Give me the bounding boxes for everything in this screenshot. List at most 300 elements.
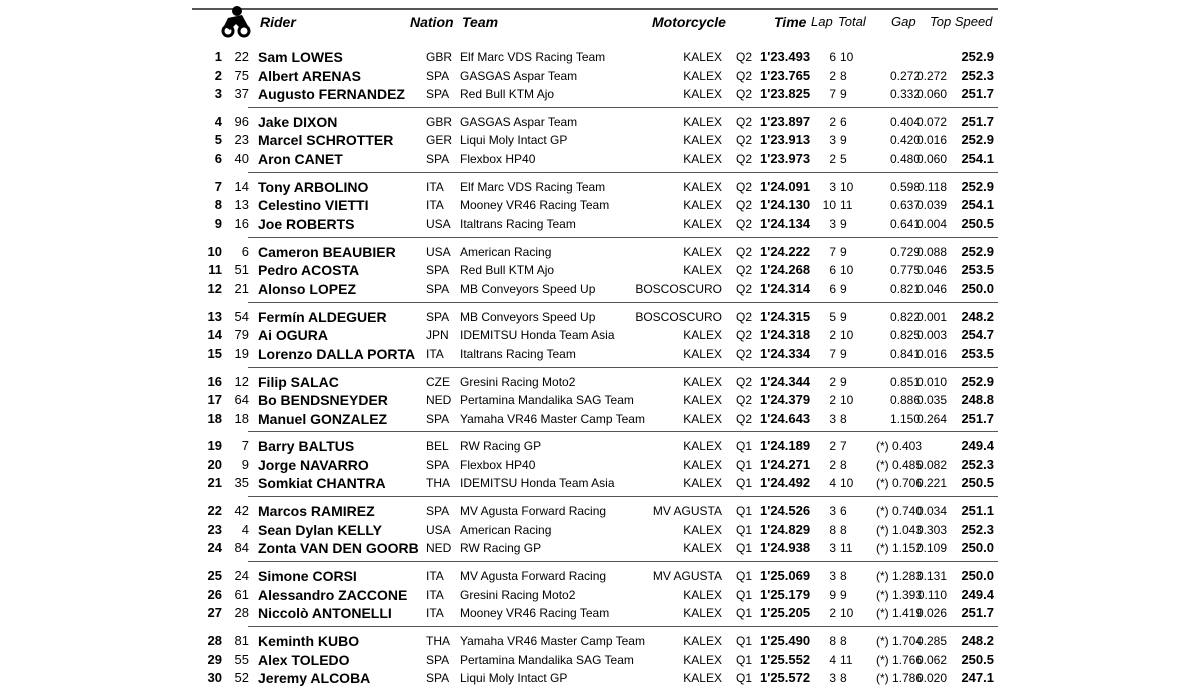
group-separator (248, 107, 998, 108)
lap-number: 3 (829, 504, 836, 519)
rider-number: 55 (234, 651, 249, 667)
table-row (0, 280, 1200, 298)
position: 10 (207, 243, 222, 259)
team-name: RW Racing GP (460, 439, 542, 454)
rider-number: 13 (234, 197, 249, 213)
total-laps: 10 (840, 50, 854, 64)
rider-number: 84 (234, 540, 249, 556)
session: Q1 (736, 439, 753, 454)
team-name: GASGAS Aspar Team (460, 114, 578, 129)
lap-number: 9 (829, 587, 836, 602)
motorcycle: KALEX (683, 50, 722, 64)
position: 5 (214, 132, 222, 148)
gap-to-previous: 0.221 (916, 476, 947, 491)
gap-to-first: 0.641 (889, 216, 920, 231)
rider-number: 35 (234, 475, 249, 491)
lap-time: 1'24.189 (760, 438, 811, 454)
rider-name: Niccolò ANTONELLI (258, 605, 392, 622)
rider-name: Ai OGURA (258, 327, 328, 344)
session: Q2 (736, 328, 753, 343)
team-name: GASGAS Aspar Team (460, 68, 578, 83)
team-name: MV Agusta Forward Racing (460, 504, 607, 519)
rider-number: 18 (234, 410, 249, 426)
lap-number: 6 (829, 281, 836, 296)
lap-number: 3 (829, 671, 836, 686)
total-laps: 8 (840, 411, 847, 426)
lap-number: 8 (829, 522, 836, 537)
lap-time: 1'23.825 (760, 86, 811, 101)
lap-time: 1'24.938 (760, 540, 811, 556)
position: 30 (207, 670, 222, 686)
gap-to-previous: 0.010 (916, 374, 947, 389)
lap-number: 4 (829, 476, 836, 491)
table-row (0, 391, 1200, 409)
motorcycle: KALEX (683, 541, 722, 556)
total-laps: 8 (840, 671, 847, 686)
team-name: Italtrans Racing Team (460, 346, 576, 361)
rider-number: 75 (234, 67, 249, 83)
rider-name: Albert ARENAS (258, 67, 361, 84)
team-name: IDEMITSU Honda Team Asia (460, 328, 615, 343)
nation: THA (426, 634, 450, 649)
table-row (0, 345, 1200, 363)
nation: USA (426, 522, 451, 537)
nation: SPA (426, 87, 450, 101)
motorcycle: KALEX (683, 179, 722, 194)
nation: ITA (426, 346, 444, 361)
header-motorcycle: Motorcycle (652, 14, 726, 30)
rider-name: Tony ARBOLINO (258, 178, 369, 195)
lap-number: 2 (829, 68, 836, 83)
rider-number: 40 (234, 150, 249, 166)
header-lap: Lap (811, 14, 833, 29)
rider-number: 79 (234, 327, 249, 343)
top-speed: 253.5 (961, 262, 994, 278)
motorcycle: KALEX (683, 634, 722, 649)
rider-number: 19 (234, 345, 249, 361)
motorcycle: KALEX (683, 328, 722, 343)
team-name: RW Racing GP (460, 541, 542, 556)
table-row (0, 67, 1200, 85)
position: 9 (214, 215, 222, 231)
table-row (0, 604, 1200, 622)
rider-number: 42 (234, 503, 249, 519)
top-speed: 252.3 (961, 521, 994, 537)
motorcycle: KALEX (683, 68, 722, 83)
lap-number: 7 (829, 346, 836, 361)
rider-number: 52 (234, 670, 249, 686)
position: 15 (207, 345, 222, 361)
lap-number: 2 (829, 151, 836, 166)
rider-name: Simone CORSI (258, 568, 357, 585)
lap-number: 3 (829, 569, 836, 584)
team-name: Red Bull KTM Ajo (460, 263, 555, 278)
table-row (0, 410, 1200, 428)
nation: SPA (426, 151, 450, 166)
total-laps: 10 (840, 606, 854, 621)
rider-name: Jake DIXON (258, 113, 338, 130)
rider-name: Lorenzo DALLA PORTA (258, 345, 416, 362)
motorcycle: KALEX (683, 198, 722, 213)
session: Q2 (736, 281, 753, 296)
top-speed: 254.1 (961, 197, 994, 213)
top-speed: 252.9 (961, 243, 994, 259)
lap-time: 1'24.526 (760, 503, 811, 519)
total-laps: 10 (840, 393, 854, 407)
session: Q1 (736, 522, 753, 537)
table-row (0, 215, 1200, 233)
rider-name: Bo BENDSNEYDER (258, 392, 388, 408)
motorcycle: KALEX (683, 263, 722, 278)
lap-time: 1'24.091 (760, 178, 811, 194)
table-row (0, 308, 1200, 326)
top-speed: 251.7 (961, 605, 994, 621)
team-name: Elf Marc VDS Racing Team (460, 179, 606, 194)
rider-name: Keminth KUBO (258, 633, 360, 650)
table-row (0, 373, 1200, 391)
nation: USA (426, 216, 451, 231)
team-name: MB Conveyors Speed Up (460, 281, 596, 296)
motorcycle-rider-icon (218, 4, 252, 38)
team-name: Elf Marc VDS Racing Team (460, 50, 606, 64)
group-separator (248, 561, 998, 562)
header-rule (192, 8, 998, 10)
lap-time: 1'25.572 (760, 670, 811, 686)
lap-number: 2 (829, 328, 836, 343)
table-row (0, 632, 1200, 650)
position: 1 (214, 49, 222, 64)
gap-to-first: 0.851 (889, 374, 920, 389)
lap-time: 1'23.765 (760, 67, 811, 83)
top-speed: 253.5 (961, 345, 994, 361)
total-laps: 8 (840, 522, 847, 537)
top-speed: 250.5 (961, 651, 994, 667)
lap-number: 2 (829, 606, 836, 621)
rider-name: Somkiat CHANTRA (258, 475, 386, 492)
nation: CZE (426, 374, 450, 389)
session: Q1 (736, 457, 753, 472)
lap-number: 2 (829, 439, 836, 454)
lap-time: 1'24.268 (760, 262, 811, 278)
gap-to-previous: 0.046 (916, 281, 947, 296)
motorcycle: KALEX (683, 476, 722, 491)
gap-to-previous: 0.020 (916, 671, 947, 686)
gap-to-first: (*) 0.485 (876, 457, 923, 472)
session: Q1 (736, 541, 753, 556)
group-separator (248, 367, 998, 368)
lap-time: 1'23.973 (760, 150, 811, 166)
total-laps: 6 (840, 504, 847, 519)
session: Q2 (736, 133, 753, 148)
gap-to-previous: 0.060 (916, 151, 947, 166)
rider-number: 7 (241, 438, 249, 454)
gap-to-first: 0.598 (889, 179, 920, 194)
rider-number: 16 (234, 215, 249, 231)
total-laps: 9 (840, 587, 847, 602)
gap-to-previous: 0.046 (916, 263, 947, 278)
top-speed: 251.7 (961, 86, 994, 101)
position: 11 (208, 262, 222, 278)
motorcycle: KALEX (683, 151, 722, 166)
session: Q2 (736, 346, 753, 361)
gap-to-first: 0.775 (889, 263, 920, 278)
session: Q2 (736, 198, 753, 213)
group-separator (248, 496, 998, 497)
table-row (0, 586, 1200, 604)
gap-to-first: (*) 0.403 (876, 439, 923, 454)
gap-to-first: (*) 1.283 (876, 569, 923, 584)
nation: THA (426, 476, 450, 491)
motorcycle: MV AGUSTA (652, 504, 722, 519)
total-laps: 11 (840, 541, 853, 556)
rider-name: Aron CANET (258, 150, 343, 167)
motorcycle: KALEX (683, 87, 722, 101)
gap-to-previous: 0.118 (917, 179, 947, 194)
rider-number: 81 (234, 633, 249, 649)
total-laps: 8 (840, 68, 847, 83)
position: 2 (214, 67, 222, 83)
top-speed: 248.2 (961, 633, 994, 649)
lap-time: 1'24.130 (760, 197, 811, 213)
group-separator (248, 431, 998, 432)
rider-name: Pedro ACOSTA (258, 262, 360, 279)
gap-to-previous: 0.034 (916, 504, 947, 519)
top-speed: 251.7 (961, 410, 994, 426)
rider-name: Barry BALTUS (258, 438, 355, 455)
table-row (0, 150, 1200, 168)
header-time: Time (774, 14, 807, 30)
position: 26 (207, 586, 222, 602)
group-separator (248, 172, 998, 173)
gap-to-previous: 0.109 (916, 541, 947, 556)
rider-name: Fermín ALDEGUER (258, 308, 387, 325)
lap-number: 6 (829, 263, 836, 278)
lap-time: 1'25.205 (760, 605, 811, 621)
motorcycle: BOSCOSCURO (635, 309, 722, 324)
session: Q2 (736, 393, 753, 407)
rider-name: Cameron BEAUBIER (258, 243, 396, 260)
top-speed: 250.5 (961, 215, 994, 231)
nation: ITA (426, 606, 444, 621)
table-row (0, 437, 1200, 455)
nation: ITA (426, 179, 444, 194)
position: 3 (214, 86, 222, 101)
session: Q2 (736, 374, 753, 389)
table-row (0, 521, 1200, 539)
total-laps: 9 (840, 216, 847, 231)
group-separator (248, 626, 998, 627)
table-row (0, 502, 1200, 520)
motorcycle: KALEX (683, 457, 722, 472)
team-name: Gresini Racing Moto2 (460, 587, 576, 602)
position: 18 (207, 410, 222, 426)
total-laps: 5 (840, 151, 847, 166)
session: Q2 (736, 216, 753, 231)
team-name: Mooney VR46 Racing Team (460, 198, 610, 213)
team-name: American Racing (460, 522, 552, 537)
gap-to-previous: 0.016 (916, 133, 947, 148)
header-nation: Nation (410, 14, 454, 30)
position: 19 (207, 438, 222, 454)
gap-to-first: 0.821 (889, 281, 920, 296)
table-row (0, 178, 1200, 196)
nation: ITA (426, 569, 444, 584)
rider-number: 23 (234, 132, 249, 148)
total-laps: 10 (840, 476, 854, 491)
session: Q2 (736, 50, 753, 64)
motorcycle: KALEX (683, 374, 722, 389)
gap-to-first: (*) 1.419 (876, 606, 923, 621)
team-name: Red Bull KTM Ajo (460, 87, 555, 101)
top-speed: 249.4 (961, 586, 994, 602)
session: Q2 (736, 151, 753, 166)
table-row (0, 474, 1200, 492)
total-laps: 9 (840, 346, 847, 361)
position: 20 (207, 456, 222, 472)
gap-to-first: (*) 0.706 (876, 476, 923, 491)
rider-name: Sam LOWES (258, 49, 343, 65)
rider-name: Marcel SCHROTTER (258, 132, 394, 149)
team-name: Pertamina Mandalika SAG Team (460, 393, 634, 407)
top-speed: 252.3 (961, 456, 994, 472)
total-laps: 6 (840, 114, 847, 129)
rider-number: 64 (234, 392, 249, 407)
table-row (0, 261, 1200, 279)
top-speed: 251.7 (961, 113, 994, 129)
rider-name: Jorge NAVARRO (258, 456, 369, 473)
session: Q1 (736, 476, 753, 491)
table-row (0, 85, 1200, 103)
top-speed: 247.1 (961, 670, 994, 686)
motorcycle: KALEX (683, 216, 722, 231)
lap-number: 3 (829, 411, 836, 426)
lap-time: 1'25.490 (760, 633, 811, 649)
lap-number: 10 (822, 198, 836, 213)
top-speed: 250.0 (961, 568, 994, 584)
lap-time: 1'24.271 (760, 456, 811, 472)
rider-number: 54 (234, 308, 249, 324)
gap-to-previous: 0.004 (916, 216, 947, 231)
motorcycle: KALEX (683, 346, 722, 361)
rider-name: Marcos RAMIREZ (258, 503, 375, 520)
gap-to-first: 0.332 (889, 87, 920, 101)
top-speed: 251.1 (961, 503, 994, 519)
header-top-speed: Top Speed (930, 14, 993, 29)
top-speed: 250.0 (961, 540, 994, 556)
session: Q2 (736, 87, 753, 101)
lap-time: 1'24.643 (760, 410, 811, 426)
rider-name: Celestino VIETTI (258, 197, 369, 214)
motorcycle: KALEX (683, 606, 722, 621)
session: Q2 (736, 179, 753, 194)
motorcycle: MV AGUSTA (652, 569, 722, 584)
table-row (0, 326, 1200, 344)
team-name: Flexbox HP40 (460, 151, 536, 166)
motorcycle: KALEX (683, 411, 722, 426)
gap-to-previous: 0.026 (916, 606, 947, 621)
rider-number: 22 (234, 49, 249, 64)
lap-time: 1'25.069 (760, 568, 811, 584)
nation: SPA (426, 652, 450, 667)
rider-name: Filip SALAC (258, 373, 339, 390)
rider-name: Zonta VAN DEN GOORB (258, 540, 419, 557)
lap-number: 8 (829, 634, 836, 649)
total-laps: 8 (840, 634, 847, 649)
nation: SPA (426, 411, 450, 426)
gap-to-previous: 0.035 (916, 393, 947, 407)
table-row (0, 48, 1200, 66)
session: Q2 (736, 411, 753, 426)
position: 12 (207, 280, 222, 296)
top-speed: 252.9 (961, 178, 994, 194)
total-laps: 9 (840, 87, 847, 101)
gap-to-first: 0.729 (889, 244, 920, 259)
gap-to-previous: 0.131 (916, 569, 947, 584)
nation: NED (426, 393, 452, 407)
motorcycle: KALEX (683, 671, 722, 686)
motorcycle: KALEX (683, 522, 722, 537)
lap-number: 2 (829, 457, 836, 472)
lap-time: 1'23.493 (760, 49, 811, 64)
team-name: Liqui Moly Intact GP (460, 133, 568, 148)
nation: BEL (426, 439, 449, 454)
session: Q1 (736, 587, 753, 602)
lap-time: 1'24.314 (760, 280, 811, 296)
total-laps: 10 (840, 263, 854, 278)
nation: SPA (426, 309, 450, 324)
session: Q2 (736, 263, 753, 278)
rider-name: Manuel GONZALEZ (258, 410, 388, 427)
team-name: Mooney VR46 Racing Team (460, 606, 610, 621)
lap-time: 1'24.379 (760, 392, 811, 407)
motorcycle: KALEX (683, 393, 722, 407)
nation: GBR (426, 114, 453, 129)
position: 27 (207, 605, 222, 621)
team-name: Pertamina Mandalika SAG Team (460, 652, 634, 667)
group-separator (248, 237, 998, 238)
lap-number: 6 (829, 50, 836, 64)
nation: SPA (426, 671, 450, 686)
team-name: MV Agusta Forward Racing (460, 569, 607, 584)
gap-to-previous: 0.082 (916, 457, 947, 472)
lap-time: 1'24.134 (760, 215, 811, 231)
motorcycle: KALEX (683, 244, 722, 259)
nation: USA (426, 244, 451, 259)
session: Q1 (736, 606, 753, 621)
gap-to-first: 0.841 (889, 346, 920, 361)
gap-to-first: (*) 1.043 (876, 522, 923, 537)
team-name: Flexbox HP40 (460, 457, 536, 472)
top-speed: 248.2 (961, 308, 994, 324)
team-name: IDEMITSU Honda Team Asia (460, 476, 615, 491)
lap-number: 5 (829, 309, 836, 324)
rider-name: Sean Dylan KELLY (258, 521, 382, 538)
gap-to-previous: 0.060 (916, 87, 947, 101)
rider-number: 37 (234, 86, 249, 101)
total-laps: 8 (840, 457, 847, 472)
rider-number: 4 (241, 521, 249, 537)
position: 4 (214, 113, 222, 129)
lap-number: 3 (829, 216, 836, 231)
gap-to-first: 0.272 (889, 68, 920, 83)
table-row (0, 567, 1200, 585)
nation: SPA (426, 281, 450, 296)
position: 7 (214, 178, 222, 194)
session: Q1 (736, 569, 753, 584)
top-speed: 252.9 (961, 132, 994, 148)
gap-to-previous: 0.072 (916, 114, 947, 129)
gap-to-previous: 0.003 (916, 328, 947, 343)
